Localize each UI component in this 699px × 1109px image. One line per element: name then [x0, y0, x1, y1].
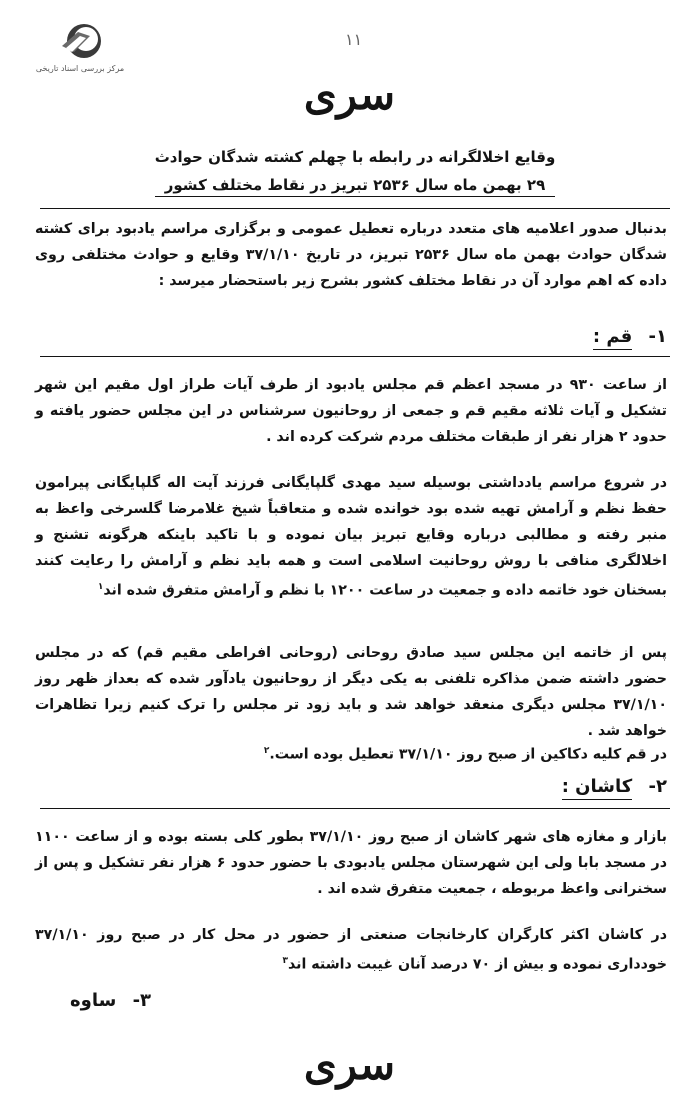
qom-paragraph-4: [35, 738, 667, 768]
section-name-kashan: کاشان :: [562, 776, 633, 800]
kashan-paragraph-2: [35, 922, 667, 978]
qom-paragraph-3: پس از خاتمه این مجلس سید صادق روحانی (روحانی افراطی مقیم قم) که در مجلس حضور داشته ضمن مذاکره تلفنی به یکی دیگر از روحانیون یادآور شده که بعداز ظهر روز ۳۷/۱/۱۰ مجلس دیگری منعقد خواهد شد و باید زود تر مجلس را ترک کنیم زیرا تظاهرات خواهد شد .: [35, 645, 667, 739]
footnote-mark-3: ۳: [282, 956, 288, 966]
archive-logo-icon: [56, 22, 104, 62]
divider-kashan: [40, 808, 670, 809]
classification-footer: سری: [303, 1040, 396, 1089]
divider-top: [40, 208, 670, 209]
section-number-qom: ۱-: [648, 326, 667, 347]
intro-paragraph: بدنبال صدور اعلامیه های متعدد درباره تعطیل عمومی و برگزاری مراسم یادبود برای کشته شدگان حوادث بهمن ماه سال ۲۵۳۶ تبریز، در تاریخ ۳۷/۱/۱۰ وقایع و حوادث مختلفی روی داده که اهم موارد آن در نقاط مختلف کشور بشرح زیر باستحضار میرسد :: [35, 221, 667, 289]
footnote-mark-1: ۱: [97, 582, 104, 592]
kashan-paragraph-2-text: در کاشان اکثر کارگران کارخانجات صنعتی از حضور در محل کار در صبح روز ۳۷/۱/۱۰ خودداری نموده و بیش از ۷۰ درصد آنان غیبت داشته اند: [35, 927, 667, 973]
section-name-saveh: ساوه: [70, 990, 117, 1011]
page-number: ۱۱: [345, 30, 363, 49]
document-subtitle: [60, 176, 650, 197]
classification-header: سری: [303, 70, 396, 119]
divider-qom: [40, 356, 670, 357]
section-number-saveh: ۳-: [132, 990, 152, 1011]
footnote-mark-2: ۲: [263, 746, 270, 756]
section-heading-kashan: [562, 776, 667, 797]
qom-paragraph-1: از ساعت ۹۳۰ در مسجد اعظم قم مجلس یادبود از طرف آیات طراز اول مقیم این شهر تشکیل و آیات ثلاثه مقیم قم و جمعی از روحانیون سرشناس در این مجلس حضور یافته و حدود ۲ هزار نفر از طبقات مختلف مردم شرکت کرده اند .: [35, 377, 667, 445]
section-heading-qom: [593, 326, 667, 347]
qom-paragraph-2: [35, 470, 667, 604]
archive-logo-text: مرکز بررسی اسناد تاریخی: [35, 64, 125, 73]
qom-paragraph-4-text: در قم کلیه دکاکین از صبح روز ۳۷/۱/۱۰ تعطیل بوده است.: [269, 746, 667, 763]
kashan-paragraph-1: بازار و مغازه های شهر کاشان از صبح روز ۳۷/۱/۱۰ بطور کلی بسته بوده و از ساعت ۱۱۰۰ در مسجد بابا ولی این شهرستان مجلس یادبودی با حضور حدود ۶ هزار نفر تشکیل و پس از سخنرانی واعظ مربوطه ، جمعیت متفرق شده اند .: [35, 829, 667, 897]
document-title: وقایع اخلالگرانه در رابطه با چهلم کشته شدگان حوادث: [154, 148, 556, 166]
section-number-kashan: ۲-: [648, 776, 667, 797]
document-subtitle-text: ۲۹ بهمن ماه سال ۲۵۳۶ تبریز در نقاط مختلف کشور: [155, 176, 555, 197]
section-name-qom: قم :: [593, 326, 632, 350]
section-heading-saveh: [70, 990, 151, 1011]
qom-paragraph-2-text: در شروع مراسم یادداشتی بوسیله سید مهدی گلپایگانی فرزند آیت اله گلپایگانی پیرامون حفظ نظم و آرامش تهیه شده بود خوانده شده و متعاقباً شیخ غلامرضا گلسرخی واعظ به منبر رفته و مطالبی درباره وقایع تبریز بیان نموده و با تاکید باینکه هرگونه تشنج و اخلالگری منافی با روش روحانیت اسلامی است و همه باید نظم و آرامش را رعایت کنند بسخنان خود خاتمه داده و جمعیت در ساعت ۱۲۰۰ با نظم و آرامش متفرق شده اند: [35, 475, 667, 599]
